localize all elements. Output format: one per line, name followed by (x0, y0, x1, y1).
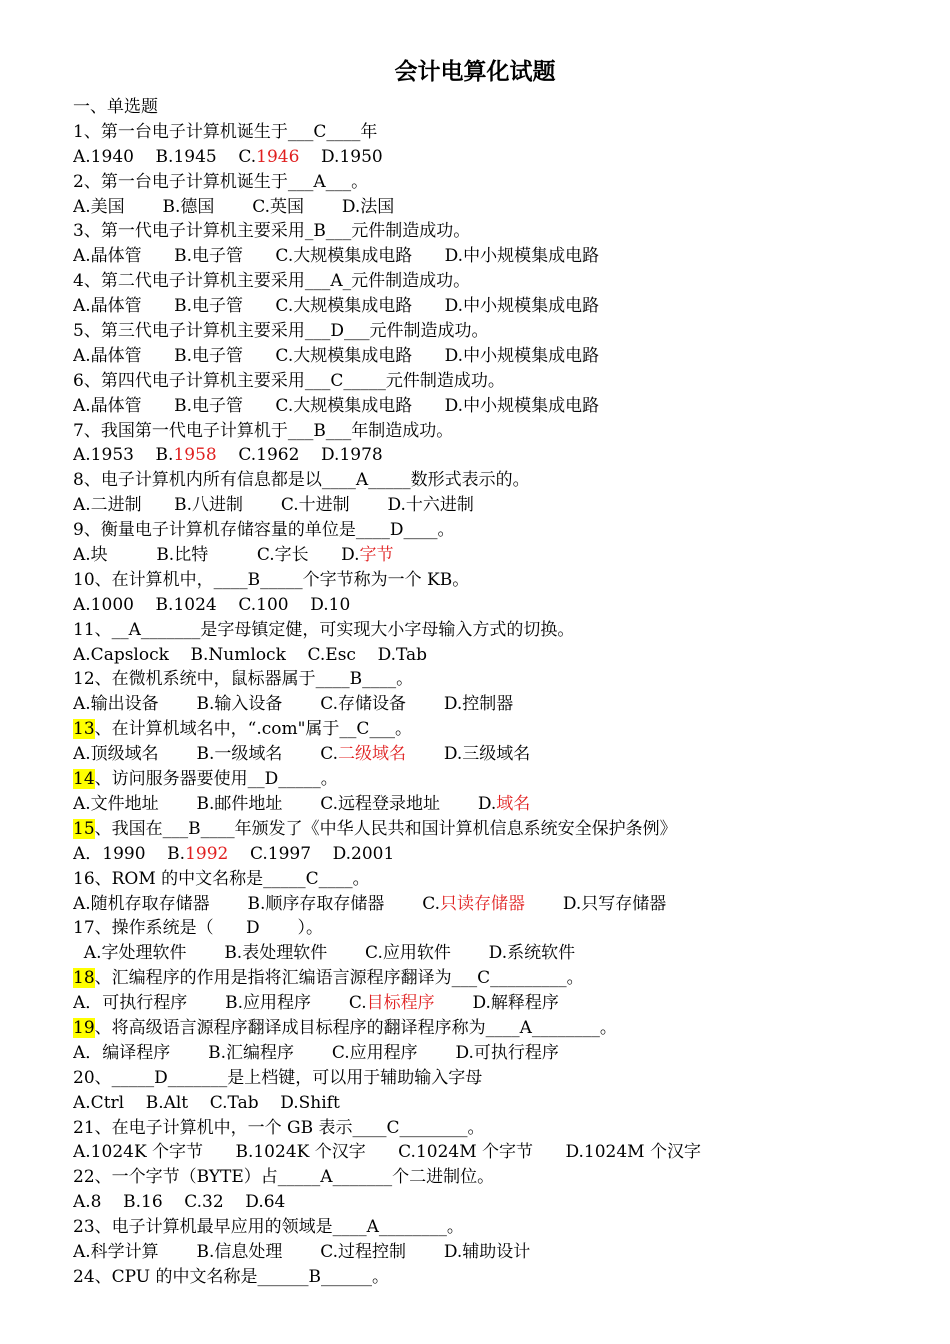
text-segment: A.输出设备 B.输入设备 C.存储设备 D.控制器 (73, 694, 514, 715)
text-line (73, 767, 950, 792)
text-line (73, 419, 950, 444)
text-line (73, 294, 950, 319)
text-line (73, 867, 950, 892)
text-line (73, 493, 950, 518)
text-segment: 10、在计算机中，____B_____个字节称为一个 KB。 (73, 569, 470, 590)
text-segment: 17、操作系统是（ D ）。 (73, 918, 324, 939)
marked-number: 15 (73, 818, 95, 839)
text-segment: A.1953 B. (73, 445, 174, 466)
text-segment: A.二进制 B.八进制 C.十进制 D.十六进制 (73, 495, 474, 516)
text-segment: A．可执行程序 B.应用程序 C. (73, 993, 367, 1014)
text-segment: A.晶体管 B.电子管 C.大规模集成电路 D.中小规模集成电路 (73, 296, 600, 317)
text-line (73, 667, 950, 692)
text-segment: 1、第一台电子计算机诞生于___C____年 (73, 121, 378, 142)
text-segment: 、访问服务器要使用__D_____。 (94, 769, 338, 790)
text-line (73, 1041, 950, 1066)
text-line (73, 244, 950, 269)
answer-highlight: 1992 (185, 843, 229, 864)
text-segment: A.随机存取存储器 B.顺序存取存储器 C. (73, 893, 441, 914)
answer-highlight: 二级域名 (338, 744, 407, 765)
text-line (73, 742, 950, 767)
text-line (73, 369, 950, 394)
text-line (73, 195, 950, 220)
text-line (73, 219, 950, 244)
text-segment: A.Ctrl B.Alt C.Tab D.Shift (73, 1092, 340, 1113)
text-segment: A.科学计算 B.信息处理 C.过程控制 D.辅助设计 (73, 1241, 531, 1262)
text-line (73, 593, 950, 618)
answer-highlight: 1946 (256, 146, 300, 167)
text-segment: 、我国在___B____年颁发了《中华人民共和国计算机信息系统安全保护条例》 (94, 818, 677, 839)
text-segment: A.字处理软件 B.表处理软件 C.应用软件 D.系统软件 (73, 943, 576, 964)
text-line (73, 145, 950, 170)
text-segment: 23、电子计算机最早应用的领域是____A________。 (73, 1217, 464, 1238)
text-segment: A.1000 B.1024 C.100 D.10 (73, 594, 351, 615)
text-segment: A.1940 B.1945 C. (73, 146, 257, 167)
marked-number: 18 (73, 968, 95, 989)
text-segment: 5、第三代电子计算机主要采用___D___元件制造成功。 (73, 321, 489, 342)
text-line (73, 95, 950, 120)
text-line (73, 792, 950, 817)
text-line (73, 817, 950, 842)
text-segment: A.晶体管 B.电子管 C.大规模集成电路 D.中小规模集成电路 (73, 395, 600, 416)
text-segment: D.三级域名 (406, 744, 531, 765)
text-segment: A.文件地址 B.邮件地址 C.远程登录地址 D. (73, 793, 497, 814)
document-title: 会计电算化试题 (394, 58, 556, 85)
text-line (73, 319, 950, 344)
text-segment: D.只写存储器 (525, 893, 667, 914)
text-line (73, 892, 950, 917)
text-line (73, 170, 950, 195)
text-segment: 3、第一代电子计算机主要采用_B___元件制造成功。 (73, 221, 471, 242)
text-segment: A．编译程序 B.汇编程序 C.应用程序 D.可执行程序 (73, 1042, 559, 1063)
text-line (73, 991, 950, 1016)
question-list (73, 95, 950, 1290)
text-segment: A.美国 B.德国 C.英国 D.法国 (73, 196, 395, 217)
text-segment: 一、单选题 (73, 97, 158, 117)
text-line (73, 1091, 950, 1116)
text-segment: D.1950 (299, 146, 383, 167)
text-line (73, 518, 950, 543)
marked-number: 13 (73, 719, 95, 740)
text-segment: 16、ROM 的中文名称是_____C____。 (73, 868, 370, 889)
text-line (73, 1016, 950, 1041)
text-line (73, 1265, 950, 1290)
text-segment: A.8 B.16 C.32 D.64 (73, 1192, 286, 1213)
text-segment: A.Capslock B.Numlock C.Esc D.Tab (73, 644, 428, 665)
text-line (73, 568, 950, 593)
text-segment: 7、我国第一代电子计算机于___B___年制造成功。 (73, 420, 454, 441)
answer-highlight: 目标程序 (366, 993, 435, 1014)
text-segment: 、汇编程序的作用是指将汇编语言源程序翻译为___C_________。 (94, 968, 584, 989)
text-line (73, 941, 950, 966)
answer-highlight: 1958 (173, 445, 217, 466)
text-line (73, 916, 950, 941)
text-line (73, 443, 950, 468)
text-line (73, 692, 950, 717)
text-line (73, 1066, 950, 1091)
text-segment: D.解释程序 (434, 993, 559, 1014)
text-segment: 9、衡量电子计算机存储容量的单位是____D____。 (73, 520, 455, 541)
text-segment: 24、CPU 的中文名称是______B______。 (73, 1266, 390, 1287)
text-line (73, 1140, 950, 1165)
answer-highlight: 只读存储器 (440, 893, 526, 914)
text-line (73, 842, 950, 867)
text-line (73, 394, 950, 419)
text-line (73, 120, 950, 145)
answer-highlight: 字节 (359, 545, 394, 566)
text-line (73, 717, 950, 742)
text-segment: A．1990 B. (73, 843, 186, 864)
text-line (73, 468, 950, 493)
marked-number: 14 (73, 769, 95, 790)
text-segment: 8、电子计算机内所有信息都是以____A_____数形式表示的。 (73, 470, 530, 491)
text-segment: 21、在电子计算机中，一个 GB 表示____C________。 (73, 1117, 485, 1138)
text-line (73, 966, 950, 991)
text-segment: 11、__A_______是字母镇定健，可实现大小字母输入方式的切换。 (73, 619, 575, 640)
text-segment: 4、第二代电子计算机主要采用___A_元件制造成功。 (73, 271, 471, 292)
text-segment: 12、在微机系统中，鼠标器属于____B____。 (73, 669, 414, 690)
text-line (73, 1240, 950, 1265)
text-line (73, 1215, 950, 1240)
text-segment: 2、第一台电子计算机诞生于___A___。 (73, 171, 369, 192)
text-line (73, 1190, 950, 1215)
text-segment: C.1962 D.1978 (216, 445, 383, 466)
text-line (73, 1116, 950, 1141)
text-segment: C.1997 D.2001 (228, 843, 395, 864)
text-segment: A.块 B.比特 C.字长 D. (73, 545, 360, 566)
marked-number: 19 (73, 1017, 95, 1038)
text-segment: A.1024K 个字节 B.1024K 个汉字 C.1024M 个字节 D.1024M 个汉字 (73, 1142, 701, 1163)
text-segment: 20、_____D_______是上档键，可以用于辅助输入字母 (73, 1067, 483, 1088)
text-line (73, 344, 950, 369)
text-segment: 6、第四代电子计算机主要采用___C_____元件制造成功。 (73, 370, 505, 391)
text-segment: 、在计算机域名中，“.com"属于__C___。 (94, 719, 412, 740)
text-line (73, 618, 950, 643)
text-segment: A.晶体管 B.电子管 C.大规模集成电路 D.中小规模集成电路 (73, 246, 600, 267)
text-line (73, 1165, 950, 1190)
text-line (73, 643, 950, 668)
text-segment: A.晶体管 B.电子管 C.大规模集成电路 D.中小规模集成电路 (73, 345, 600, 366)
text-segment: A.顶级域名 B.一级域名 C. (73, 744, 339, 765)
text-segment: 、将高级语言源程序翻译成目标程序的翻译程序称为____A________。 (94, 1017, 617, 1038)
text-line (73, 269, 950, 294)
text-line (73, 543, 950, 568)
text-segment: 22、一个字节（BYTE）占_____A_______个二进制位。 (73, 1167, 495, 1188)
answer-highlight: 域名 (496, 793, 531, 814)
